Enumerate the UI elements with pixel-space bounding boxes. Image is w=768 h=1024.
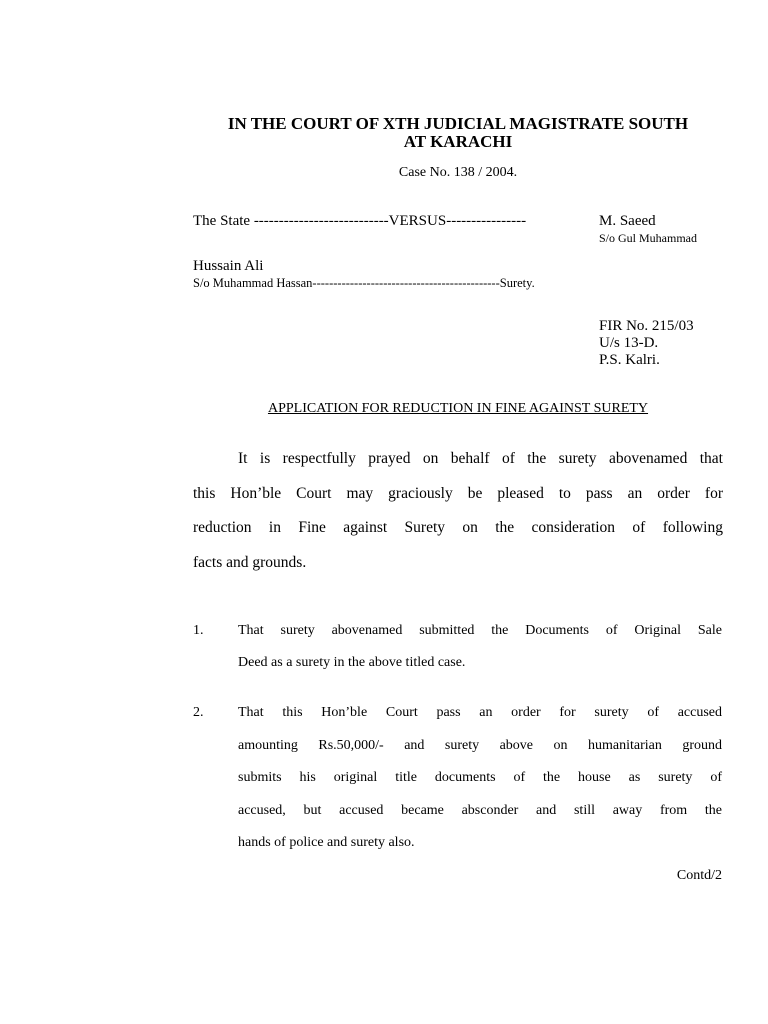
prayer-line: reduction in Fine against Surety on the consideration of following [193, 519, 723, 536]
surety-name: Hussain Ali [193, 258, 264, 274]
state-versus-line: The State ---------------------------VERSUS---------------- [193, 213, 527, 229]
court-heading-line-2: AT KARACHI [403, 132, 513, 151]
prayer-line: facts and grounds. [193, 554, 307, 571]
continued-marker: Contd/2 [676, 868, 722, 883]
fir-number: FIR No. 215/03 [599, 318, 694, 334]
point-number: 2. [193, 705, 204, 720]
surety-parentage-line: S/o Muhammad Hassan---------------------------------------------Surety. [193, 276, 535, 290]
case-number: Case No. 138 / 2004. [398, 165, 518, 180]
point-line: amounting Rs.50,000/- and surety above on humanitarian ground [238, 738, 722, 753]
police-station: P.S. Kalri. [599, 352, 660, 368]
court-heading-line-1: IN THE COURT OF XTH JUDICIAL MAGISTRATE SOUTH [227, 114, 689, 133]
application-title: APPLICATION FOR REDUCTION IN FINE AGAINST SURETY [267, 401, 649, 416]
fir-section: U/s 13-D. [599, 335, 659, 351]
point-line: That surety abovenamed submitted the Documents of Original Sale [238, 623, 722, 638]
point-line: Deed as a surety in the above titled case. [238, 655, 466, 670]
accused-name: M. Saeed [599, 213, 656, 229]
prayer-line: this Hon’ble Court may graciously be pleased to pass an order for [193, 485, 723, 502]
point-line: submits his original title documents of the house as surety of [238, 770, 722, 785]
prayer-line: It is respectfully prayed on behalf of the surety abovenamed that [238, 450, 723, 467]
point-line: accused, but accused became absconder and still away from the [238, 803, 722, 818]
point-number: 1. [193, 623, 204, 638]
point-line: That this Hon’ble Court pass an order for surety of accused [238, 705, 722, 720]
point-line: hands of police and surety also. [238, 835, 415, 850]
accused-parentage: S/o Gul Muhammad [599, 231, 697, 245]
